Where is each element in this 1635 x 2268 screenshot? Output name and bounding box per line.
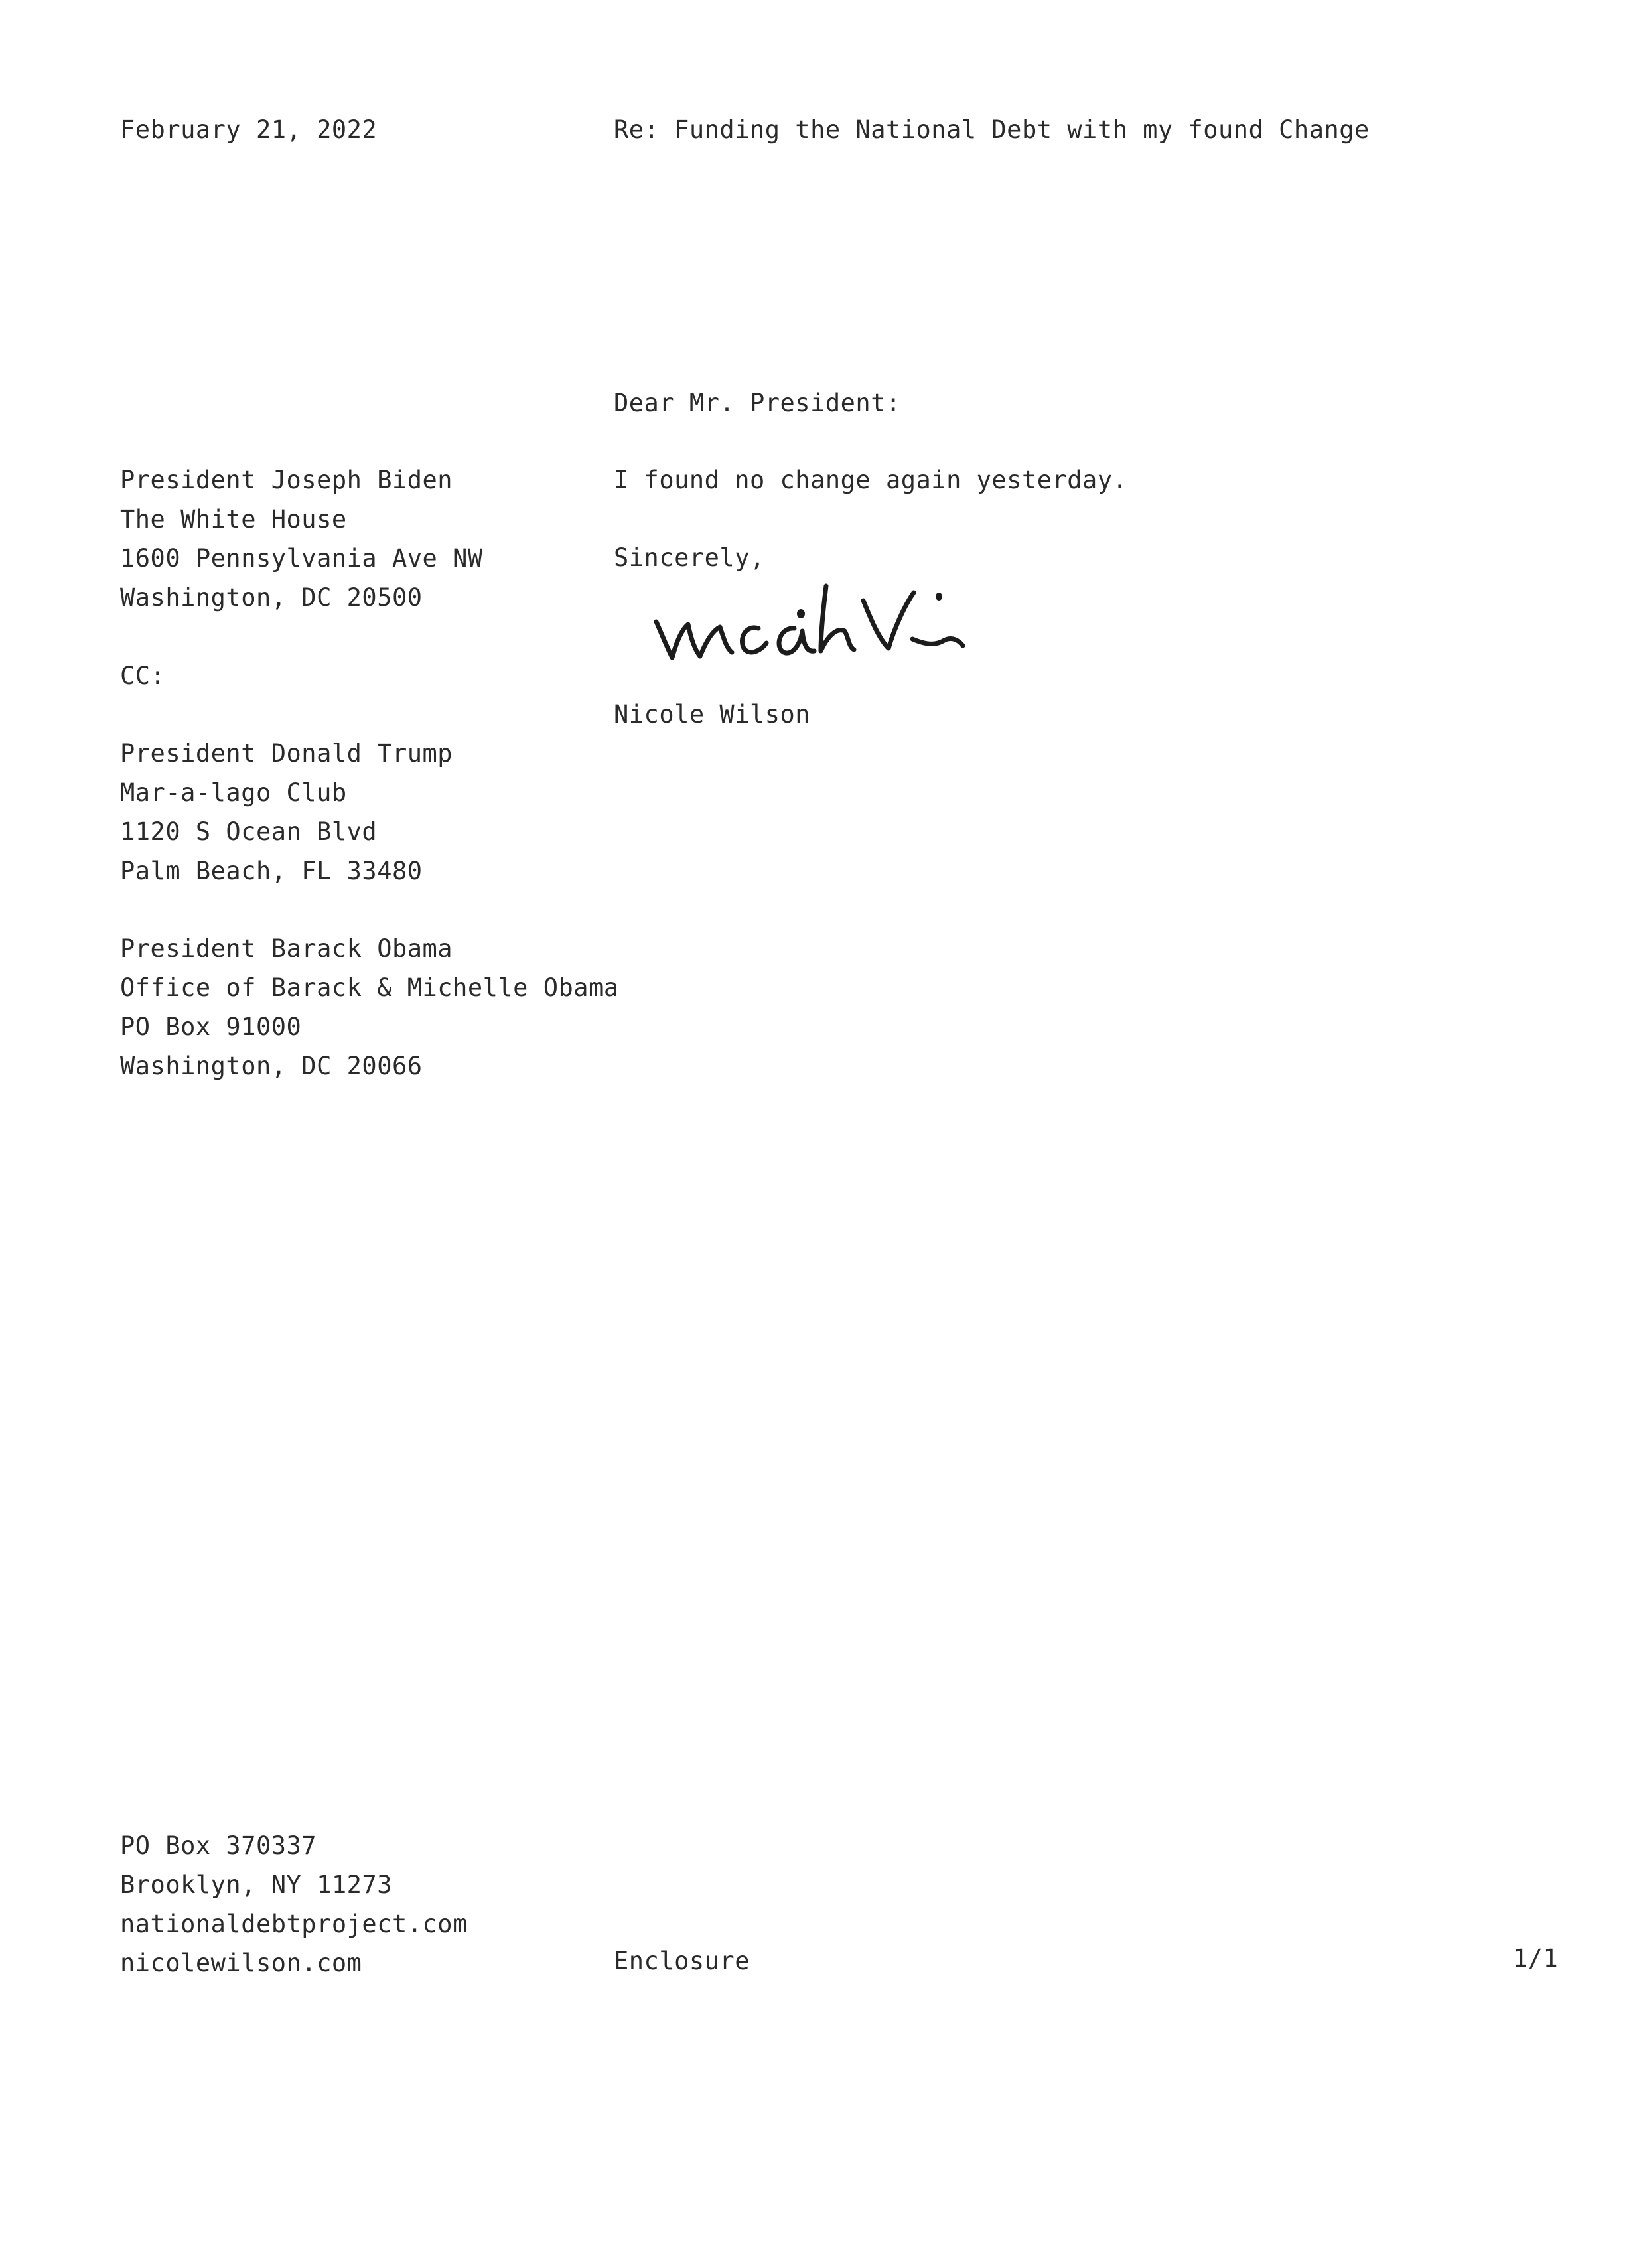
sender-city: Brooklyn, NY 11273	[120, 1871, 392, 1899]
sender-po-box: PO Box 370337	[120, 1831, 317, 1860]
recipient-city: Washington, DC 20500	[120, 583, 423, 612]
sender-address	[120, 1826, 468, 1983]
cc-name: President Donald Trump	[120, 739, 453, 768]
letter-date: February 21, 2022	[120, 115, 378, 144]
signature-graphic	[647, 574, 965, 673]
cc-street: PO Box 91000	[120, 1013, 302, 1041]
recipient-name: President Joseph Biden	[120, 466, 453, 494]
handwritten-signature	[647, 574, 965, 673]
enclosure-note: Enclosure	[614, 1947, 750, 1975]
cc-org: Mar-a-lago Club	[120, 778, 347, 807]
salutation: Dear Mr. President:	[614, 389, 901, 417]
cc-city: Palm Beach, FL 33480	[120, 857, 423, 885]
cc-address-2	[120, 929, 619, 1086]
letter-subject: Re: Funding the National Debt with my found Change	[614, 115, 1370, 144]
closing: Sincerely,	[614, 543, 765, 572]
page-number: 1/1	[1513, 1944, 1559, 1973]
recipient-org: The White House	[120, 505, 347, 533]
sender-website-project: nationaldebtproject.com	[120, 1910, 468, 1938]
cc-name: President Barack Obama	[120, 934, 453, 963]
cc-street: 1120 S Ocean Blvd	[120, 817, 378, 846]
cc-address-1	[120, 734, 453, 890]
body-message: I found no change again yesterday.	[614, 466, 1128, 494]
cc-org: Office of Barack & Michelle Obama	[120, 973, 619, 1002]
recipient-street: 1600 Pennsylvania Ave NW	[120, 544, 483, 573]
sender-website-personal: nicolewilson.com	[120, 1949, 362, 1977]
cc-label: CC:	[120, 662, 166, 690]
recipient-address	[120, 461, 483, 617]
cc-city: Washington, DC 20066	[120, 1052, 423, 1080]
signer-name: Nicole Wilson	[614, 700, 811, 729]
